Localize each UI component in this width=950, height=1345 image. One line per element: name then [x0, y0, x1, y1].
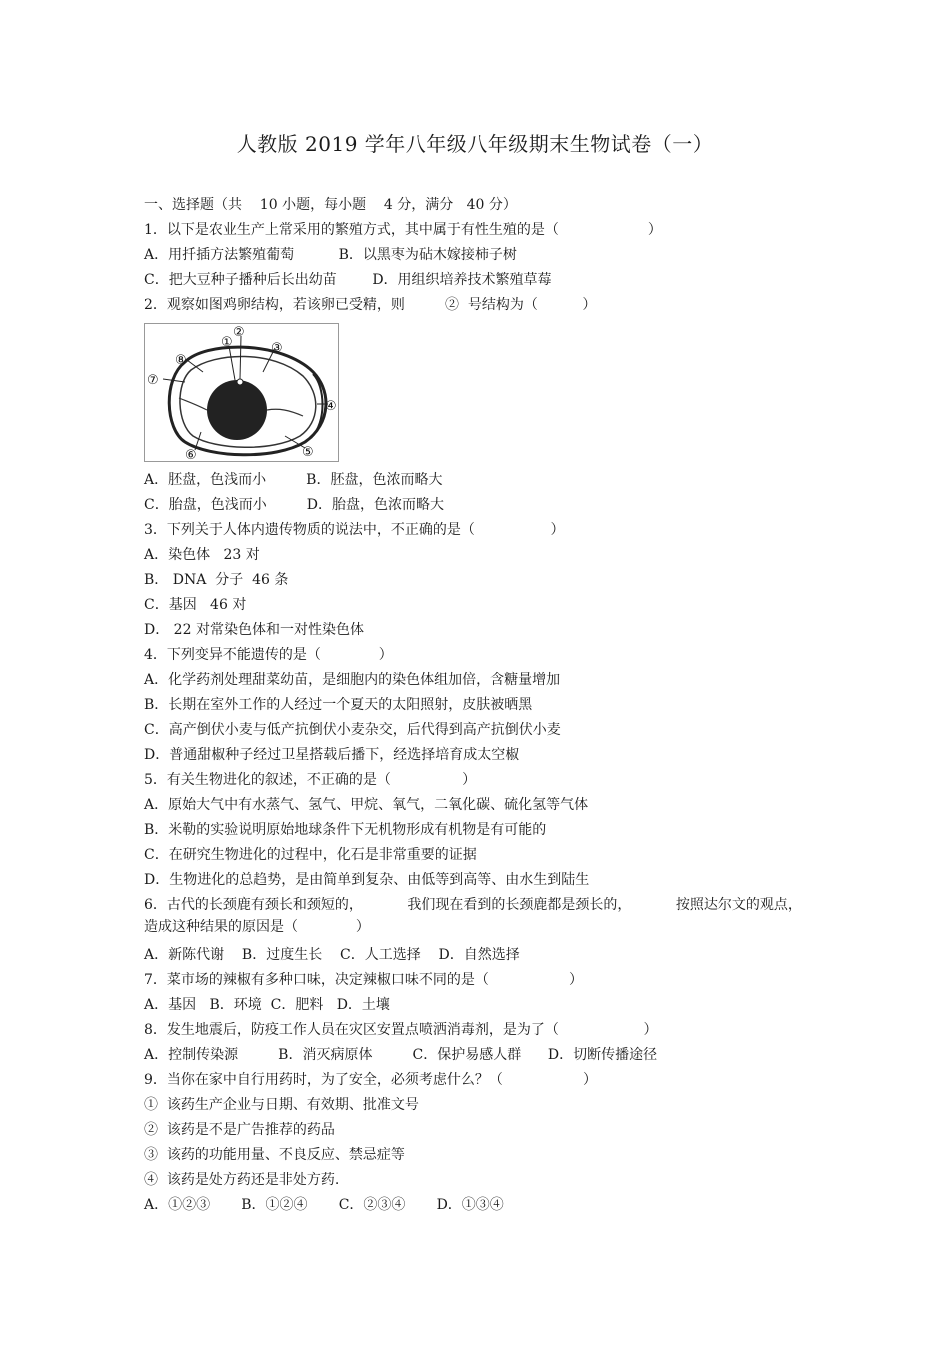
- figure-label-1: ①: [221, 335, 233, 350]
- chalaza: [179, 398, 207, 410]
- question-1-stem: 1．以下是农业生产上常采用的繁殖方式，其中属于有性生殖的是（ ）: [144, 222, 662, 238]
- figure-label-5: ⑤: [302, 445, 314, 460]
- figure-label-8: ⑧: [175, 353, 187, 368]
- question-5-option-c: C．在研究生物进化的过程中，化石是非常重要的证据: [144, 847, 477, 863]
- question-9-item-2: ② 该药是不是广告推荐的药品: [144, 1122, 335, 1138]
- question-3-option-a: A．染色体 23 对: [144, 547, 260, 563]
- figure-label-2: ②: [233, 325, 245, 340]
- question-5-option-d: D．生物进化的总趋势，是由简单到复杂、由低等到高等、由水生到陆生: [144, 872, 590, 888]
- question-9-item-1: ① 该药生产企业与日期、有效期、批准文号: [144, 1097, 419, 1113]
- section-heading: 一、选择题（共 10 小题，每小题 4 分，满分 40 分）: [144, 197, 517, 213]
- question-3-option-b: B． DNA 分子 46 条: [144, 572, 289, 588]
- question-2-stem: 2．观察如图鸡卵结构，若该卵已受精，则 ② 号结构为（ ）: [144, 297, 597, 313]
- figure-label-7: ⑦: [147, 373, 159, 388]
- egg-diagram: [145, 324, 338, 461]
- question-9-item-4: ④ 该药是处方药还是非处方药.: [144, 1172, 340, 1188]
- question-4-option-a: A．化学药剂处理甜菜幼苗，是细胞内的染色体组加倍，含糖量增加: [144, 672, 561, 688]
- question-1-options-cd: C．把大豆种子播种后长出幼苗 D．用组织培养技术繁殖草莓: [144, 272, 552, 288]
- question-2-options-ab: A．胚盘，色浅而小 B．胚盘，色浓而略大: [144, 472, 443, 488]
- question-4-option-d: D．普通甜椒种子经过卫星搭载后播下，经选择培育成太空椒: [144, 747, 520, 763]
- question-3-option-c: C．基因 46 对: [144, 597, 247, 613]
- question-9-stem: 9．当你在家中自行用药时，为了安全，必须考虑什么？（ ）: [144, 1072, 598, 1088]
- egg-structure-figure: [144, 323, 339, 462]
- question-7-options: A．基因 B．环境 C．肥料 D．土壤: [144, 997, 390, 1013]
- question-7-stem: 7．菜市场的辣椒有多种口味，决定辣椒口味不同的是（ ）: [144, 972, 584, 988]
- question-9-item-3: ③ 该药的功能用量、不良反应、禁忌症等: [144, 1147, 405, 1163]
- question-8-options: A．控制传染源 B．消灭病原体 C．保护易感人群 D．切断传播途径: [144, 1047, 658, 1063]
- germinal-disc: [237, 379, 243, 385]
- question-5-option-a: A．原始大气中有水蒸气、氢气、甲烷、氧气，二氧化碳、硫化氢等气体: [144, 797, 589, 813]
- question-5-option-b: B．米勒的实验说明原始地球条件下无机物形成有机物是有可能的: [144, 822, 547, 838]
- figure-label-4: ④: [325, 399, 337, 414]
- question-4-option-c: C．高产倒伏小麦与低产抗倒伏小麦杂交，后代得到高产抗倒伏小麦: [144, 722, 561, 738]
- yolk: [207, 380, 267, 440]
- exam-title: 人教版 2019 学年八年级八年级期末生物试卷（一）: [236, 132, 714, 156]
- figure-label-6: ⑥: [185, 448, 197, 461]
- question-3-stem: 3．下列关于人体内遗传物质的说法中，不正确的是（ ）: [144, 522, 565, 538]
- question-9-options: A．①②③ B．①②④ C．②③④ D．①③④: [144, 1197, 504, 1213]
- figure-label-3: ③: [271, 341, 283, 356]
- question-4-option-b: B．长期在室外工作的人经过一个夏天的太阳照射，皮肤被晒黑: [144, 697, 533, 713]
- question-6-stem-line2: 造成这种结果的原因是（ ）: [144, 919, 370, 935]
- question-4-stem: 4．下列变异不能遗传的是（ ）: [144, 647, 393, 663]
- question-2-options-cd: C．胎盘，色浅而小 D．胎盘，色浓而略大: [144, 497, 444, 513]
- question-6-options: A．新陈代谢 B．过度生长 C．人工选择 D．自然选择: [144, 947, 520, 963]
- question-5-stem: 5．有关生物进化的叙述，不正确的是（ ）: [144, 772, 477, 788]
- question-1-options-ab: A．用扦插方法繁殖葡萄 B．以黑枣为砧木嫁接柿子树: [144, 247, 517, 263]
- question-6-stem-line1: 6．古代的长颈鹿有颈长和颈短的， 我们现在看到的长颈鹿都是颈长的， 按照达尔文的观点，: [144, 897, 802, 913]
- question-3-option-d: D． 22 对常染色体和一对性染色体: [144, 622, 364, 638]
- question-8-stem: 8．发生地震后，防疫工作人员在灾区安置点喷洒消毒剂，是为了（ ）: [144, 1022, 658, 1038]
